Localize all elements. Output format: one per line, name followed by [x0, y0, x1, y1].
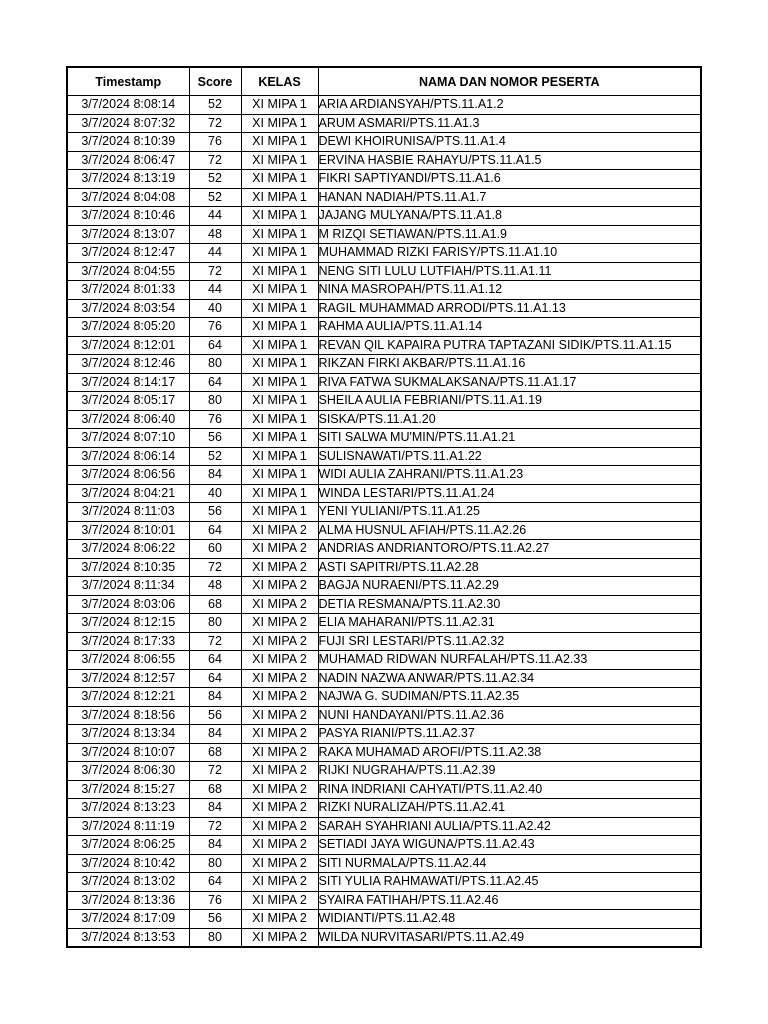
cell-kelas: XI MIPA 1 — [241, 318, 318, 337]
table-row — [67, 244, 701, 263]
cell-timestamp: 3/7/2024 8:15:27 — [67, 780, 189, 799]
cell-nama-peserta: SARAH SYAHRIANI AULIA/PTS.11.A2.42 — [318, 817, 701, 836]
table-row — [67, 614, 701, 633]
cell-kelas: XI MIPA 1 — [241, 447, 318, 466]
cell-nama-peserta: SISKA/PTS.11.A1.20 — [318, 410, 701, 429]
cell-score: 64 — [189, 651, 241, 670]
cell-score: 64 — [189, 373, 241, 392]
cell-kelas: XI MIPA 1 — [241, 114, 318, 133]
cell-score: 52 — [189, 188, 241, 207]
cell-score: 84 — [189, 688, 241, 707]
cell-nama-peserta: SITI NURMALA/PTS.11.A2.44 — [318, 854, 701, 873]
cell-nama-peserta: NUNI HANDAYANI/PTS.11.A2.36 — [318, 706, 701, 725]
cell-timestamp: 3/7/2024 8:12:47 — [67, 244, 189, 263]
cell-timestamp: 3/7/2024 8:11:19 — [67, 817, 189, 836]
cell-score: 52 — [189, 96, 241, 115]
cell-score: 76 — [189, 410, 241, 429]
cell-nama-peserta: YENI YULIANI/PTS.11.A1.25 — [318, 503, 701, 522]
cell-timestamp: 3/7/2024 8:12:15 — [67, 614, 189, 633]
cell-kelas: XI MIPA 2 — [241, 577, 318, 596]
cell-nama-peserta: ASTI SAPITRI/PTS.11.A2.28 — [318, 558, 701, 577]
cell-kelas: XI MIPA 2 — [241, 762, 318, 781]
cell-score: 64 — [189, 873, 241, 892]
cell-score: 80 — [189, 355, 241, 374]
table-row — [67, 466, 701, 485]
cell-timestamp: 3/7/2024 8:18:56 — [67, 706, 189, 725]
table-row — [67, 207, 701, 226]
cell-score: 72 — [189, 762, 241, 781]
table-row — [67, 96, 701, 115]
cell-kelas: XI MIPA 1 — [241, 188, 318, 207]
cell-nama-peserta: NINA MASROPAH/PTS.11.A1.12 — [318, 281, 701, 300]
cell-nama-peserta: RIJKI NUGRAHA/PTS.11.A2.39 — [318, 762, 701, 781]
score-table — [66, 66, 702, 948]
cell-score: 76 — [189, 133, 241, 152]
cell-nama-peserta: SULISNAWATI/PTS.11.A1.22 — [318, 447, 701, 466]
table-row — [67, 447, 701, 466]
cell-kelas: XI MIPA 1 — [241, 484, 318, 503]
cell-score: 48 — [189, 577, 241, 596]
cell-timestamp: 3/7/2024 8:08:14 — [67, 96, 189, 115]
cell-score: 52 — [189, 447, 241, 466]
cell-score: 68 — [189, 595, 241, 614]
cell-timestamp: 3/7/2024 8:07:10 — [67, 429, 189, 448]
cell-timestamp: 3/7/2024 8:13:07 — [67, 225, 189, 244]
cell-timestamp: 3/7/2024 8:06:55 — [67, 651, 189, 670]
cell-kelas: XI MIPA 1 — [241, 373, 318, 392]
cell-kelas: XI MIPA 1 — [241, 336, 318, 355]
cell-timestamp: 3/7/2024 8:06:25 — [67, 836, 189, 855]
cell-nama-peserta: FUJI SRI LESTARI/PTS.11.A2.32 — [318, 632, 701, 651]
cell-kelas: XI MIPA 2 — [241, 780, 318, 799]
cell-kelas: XI MIPA 1 — [241, 503, 318, 522]
cell-timestamp: 3/7/2024 8:14:17 — [67, 373, 189, 392]
cell-timestamp: 3/7/2024 8:17:33 — [67, 632, 189, 651]
cell-score: 44 — [189, 244, 241, 263]
table-row — [67, 503, 701, 522]
cell-score: 72 — [189, 632, 241, 651]
cell-score: 52 — [189, 170, 241, 189]
cell-kelas: XI MIPA 2 — [241, 669, 318, 688]
cell-kelas: XI MIPA 2 — [241, 614, 318, 633]
cell-kelas: XI MIPA 2 — [241, 836, 318, 855]
cell-score: 80 — [189, 392, 241, 411]
table-body — [67, 96, 701, 948]
cell-score: 40 — [189, 484, 241, 503]
cell-kelas: XI MIPA 1 — [241, 262, 318, 281]
cell-kelas: XI MIPA 2 — [241, 817, 318, 836]
cell-nama-peserta: NADIN NAZWA ANWAR/PTS.11.A2.34 — [318, 669, 701, 688]
cell-score: 84 — [189, 725, 241, 744]
cell-timestamp: 3/7/2024 8:11:03 — [67, 503, 189, 522]
cell-kelas: XI MIPA 1 — [241, 133, 318, 152]
cell-timestamp: 3/7/2024 8:03:06 — [67, 595, 189, 614]
cell-kelas: XI MIPA 2 — [241, 873, 318, 892]
cell-score: 64 — [189, 336, 241, 355]
cell-timestamp: 3/7/2024 8:10:01 — [67, 521, 189, 540]
cell-timestamp: 3/7/2024 8:13:23 — [67, 799, 189, 818]
table-row — [67, 410, 701, 429]
table-row — [67, 170, 701, 189]
cell-nama-peserta: ARUM ASMARI/PTS.11.A1.3 — [318, 114, 701, 133]
cell-timestamp: 3/7/2024 8:07:32 — [67, 114, 189, 133]
cell-timestamp: 3/7/2024 8:06:14 — [67, 447, 189, 466]
table-row — [67, 891, 701, 910]
header-timestamp: Timestamp — [67, 67, 189, 96]
header-nama-dan-nomor-peserta: NAMA DAN NOMOR PESERTA — [318, 67, 701, 96]
cell-timestamp: 3/7/2024 8:12:01 — [67, 336, 189, 355]
table-row — [67, 133, 701, 152]
cell-nama-peserta: RAKA MUHAMAD AROFI/PTS.11.A2.38 — [318, 743, 701, 762]
table-header-row — [67, 67, 701, 96]
table-row — [67, 281, 701, 300]
cell-kelas: XI MIPA 2 — [241, 595, 318, 614]
cell-nama-peserta: DEWI KHOIRUNISA/PTS.11.A1.4 — [318, 133, 701, 152]
cell-nama-peserta: NENG SITI LULU LUTFIAH/PTS.11.A1.11 — [318, 262, 701, 281]
table-row — [67, 540, 701, 559]
table-row — [67, 651, 701, 670]
table-row — [67, 706, 701, 725]
table-row — [67, 299, 701, 318]
cell-score: 68 — [189, 780, 241, 799]
cell-kelas: XI MIPA 2 — [241, 688, 318, 707]
cell-nama-peserta: RINA INDRIANI CAHYATI/PTS.11.A2.40 — [318, 780, 701, 799]
cell-timestamp: 3/7/2024 8:12:46 — [67, 355, 189, 374]
cell-timestamp: 3/7/2024 8:01:33 — [67, 281, 189, 300]
table-row — [67, 743, 701, 762]
cell-score: 80 — [189, 928, 241, 947]
cell-kelas: XI MIPA 2 — [241, 854, 318, 873]
cell-kelas: XI MIPA 1 — [241, 151, 318, 170]
table-row — [67, 151, 701, 170]
cell-nama-peserta: RAGIL MUHAMMAD ARRODI/PTS.11.A1.13 — [318, 299, 701, 318]
cell-score: 68 — [189, 743, 241, 762]
cell-kelas: XI MIPA 1 — [241, 281, 318, 300]
cell-kelas: XI MIPA 2 — [241, 651, 318, 670]
cell-timestamp: 3/7/2024 8:13:36 — [67, 891, 189, 910]
cell-score: 40 — [189, 299, 241, 318]
header-kelas: KELAS — [241, 67, 318, 96]
cell-timestamp: 3/7/2024 8:10:35 — [67, 558, 189, 577]
cell-score: 80 — [189, 614, 241, 633]
cell-nama-peserta: JAJANG MULYANA/PTS.11.A1.8 — [318, 207, 701, 226]
table-row — [67, 836, 701, 855]
cell-kelas: XI MIPA 2 — [241, 910, 318, 929]
cell-kelas: XI MIPA 2 — [241, 725, 318, 744]
cell-score: 56 — [189, 910, 241, 929]
table-row — [67, 854, 701, 873]
cell-timestamp: 3/7/2024 8:10:42 — [67, 854, 189, 873]
table-row — [67, 725, 701, 744]
cell-timestamp: 3/7/2024 8:04:08 — [67, 188, 189, 207]
table-row — [67, 262, 701, 281]
cell-kelas: XI MIPA 1 — [241, 466, 318, 485]
cell-kelas: XI MIPA 1 — [241, 429, 318, 448]
table-row — [67, 632, 701, 651]
cell-nama-peserta: RIZKI NURALIZAH/PTS.11.A2.41 — [318, 799, 701, 818]
cell-score: 44 — [189, 281, 241, 300]
cell-nama-peserta: ARIA ARDIANSYAH/PTS.11.A1.2 — [318, 96, 701, 115]
cell-score: 84 — [189, 799, 241, 818]
cell-timestamp: 3/7/2024 8:13:02 — [67, 873, 189, 892]
cell-nama-peserta: ANDRIAS ANDRIANTORO/PTS.11.A2.27 — [318, 540, 701, 559]
cell-timestamp: 3/7/2024 8:05:20 — [67, 318, 189, 337]
table-row — [67, 910, 701, 929]
cell-kelas: XI MIPA 1 — [241, 96, 318, 115]
cell-kelas: XI MIPA 1 — [241, 207, 318, 226]
cell-score: 76 — [189, 891, 241, 910]
cell-nama-peserta: DETIA RESMANA/PTS.11.A2.30 — [318, 595, 701, 614]
cell-nama-peserta: SETIADI JAYA WIGUNA/PTS.11.A2.43 — [318, 836, 701, 855]
table-row — [67, 336, 701, 355]
table-row — [67, 780, 701, 799]
cell-score: 72 — [189, 151, 241, 170]
cell-score: 72 — [189, 817, 241, 836]
cell-nama-peserta: SITI SALWA MU'MIN/PTS.11.A1.21 — [318, 429, 701, 448]
cell-timestamp: 3/7/2024 8:04:55 — [67, 262, 189, 281]
cell-score: 56 — [189, 503, 241, 522]
cell-kelas: XI MIPA 2 — [241, 799, 318, 818]
table-row — [67, 577, 701, 596]
cell-timestamp: 3/7/2024 8:13:34 — [67, 725, 189, 744]
cell-kelas: XI MIPA 2 — [241, 743, 318, 762]
cell-nama-peserta: SYAIRA FATIHAH/PTS.11.A2.46 — [318, 891, 701, 910]
cell-kelas: XI MIPA 1 — [241, 355, 318, 374]
cell-nama-peserta: RIKZAN FIRKI AKBAR/PTS.11.A1.16 — [318, 355, 701, 374]
cell-nama-peserta: ERVINA HASBIE RAHAYU/PTS.11.A1.5 — [318, 151, 701, 170]
cell-score: 84 — [189, 836, 241, 855]
cell-kelas: XI MIPA 1 — [241, 170, 318, 189]
cell-nama-peserta: REVAN QIL KAPAIRA PUTRA TAPTAZANI SIDIK/PTS.11.A1.15 — [318, 336, 701, 355]
table-row — [67, 521, 701, 540]
cell-kelas: XI MIPA 1 — [241, 392, 318, 411]
cell-nama-peserta: WINDA LESTARI/PTS.11.A1.24 — [318, 484, 701, 503]
cell-timestamp: 3/7/2024 8:13:53 — [67, 928, 189, 947]
cell-score: 60 — [189, 540, 241, 559]
table-row — [67, 225, 701, 244]
table-row — [67, 318, 701, 337]
cell-nama-peserta: ELIA MAHARANI/PTS.11.A2.31 — [318, 614, 701, 633]
cell-score: 72 — [189, 558, 241, 577]
cell-kelas: XI MIPA 1 — [241, 299, 318, 318]
cell-kelas: XI MIPA 1 — [241, 244, 318, 263]
table-row — [67, 373, 701, 392]
table-row — [67, 799, 701, 818]
cell-timestamp: 3/7/2024 8:06:22 — [67, 540, 189, 559]
cell-score: 72 — [189, 114, 241, 133]
cell-timestamp: 3/7/2024 8:11:34 — [67, 577, 189, 596]
cell-kelas: XI MIPA 1 — [241, 225, 318, 244]
cell-score: 72 — [189, 262, 241, 281]
cell-score: 64 — [189, 521, 241, 540]
table-row — [67, 114, 701, 133]
cell-score: 48 — [189, 225, 241, 244]
cell-kelas: XI MIPA 2 — [241, 632, 318, 651]
cell-kelas: XI MIPA 1 — [241, 410, 318, 429]
cell-nama-peserta: RIVA FATWA SUKMALAKSANA/PTS.11.A1.17 — [318, 373, 701, 392]
cell-nama-peserta: RAHMA AULIA/PTS.11.A1.14 — [318, 318, 701, 337]
table-row — [67, 558, 701, 577]
cell-nama-peserta: ALMA HUSNUL AFIAH/PTS.11.A2.26 — [318, 521, 701, 540]
cell-nama-peserta: WILDA NURVITASARI/PTS.11.A2.49 — [318, 928, 701, 947]
cell-kelas: XI MIPA 2 — [241, 706, 318, 725]
cell-timestamp: 3/7/2024 8:06:40 — [67, 410, 189, 429]
cell-timestamp: 3/7/2024 8:17:09 — [67, 910, 189, 929]
cell-timestamp: 3/7/2024 8:06:30 — [67, 762, 189, 781]
cell-nama-peserta: BAGJA NURAENI/PTS.11.A2.29 — [318, 577, 701, 596]
table-row — [67, 688, 701, 707]
table-row — [67, 392, 701, 411]
cell-kelas: XI MIPA 2 — [241, 891, 318, 910]
cell-nama-peserta: SHEILA AULIA FEBRIANI/PTS.11.A1.19 — [318, 392, 701, 411]
table-row — [67, 669, 701, 688]
cell-timestamp: 3/7/2024 8:06:47 — [67, 151, 189, 170]
table-row — [67, 484, 701, 503]
cell-score: 56 — [189, 706, 241, 725]
table-row — [67, 429, 701, 448]
cell-timestamp: 3/7/2024 8:05:17 — [67, 392, 189, 411]
cell-nama-peserta: WIDIANTI/PTS.11.A2.48 — [318, 910, 701, 929]
cell-nama-peserta: NAJWA G. SUDIMAN/PTS.11.A2.35 — [318, 688, 701, 707]
cell-timestamp: 3/7/2024 8:04:21 — [67, 484, 189, 503]
cell-nama-peserta: MUHAMMAD RIZKI FARISY/PTS.11.A1.10 — [318, 244, 701, 263]
cell-nama-peserta: WIDI AULIA ZAHRANI/PTS.11.A1.23 — [318, 466, 701, 485]
cell-kelas: XI MIPA 2 — [241, 521, 318, 540]
table-row — [67, 817, 701, 836]
cell-nama-peserta: HANAN NADIAH/PTS.11.A1.7 — [318, 188, 701, 207]
cell-nama-peserta: M RIZQI SETIAWAN/PTS.11.A1.9 — [318, 225, 701, 244]
cell-score: 64 — [189, 669, 241, 688]
cell-timestamp: 3/7/2024 8:03:54 — [67, 299, 189, 318]
cell-timestamp: 3/7/2024 8:10:07 — [67, 743, 189, 762]
cell-timestamp: 3/7/2024 8:12:57 — [67, 669, 189, 688]
table-row — [67, 595, 701, 614]
cell-timestamp: 3/7/2024 8:06:56 — [67, 466, 189, 485]
cell-nama-peserta: MUHAMAD RIDWAN NURFALAH/PTS.11.A2.33 — [318, 651, 701, 670]
cell-timestamp: 3/7/2024 8:10:46 — [67, 207, 189, 226]
table-row — [67, 355, 701, 374]
table-row — [67, 873, 701, 892]
cell-timestamp: 3/7/2024 8:10:39 — [67, 133, 189, 152]
cell-score: 76 — [189, 318, 241, 337]
cell-timestamp: 3/7/2024 8:12:21 — [67, 688, 189, 707]
cell-score: 84 — [189, 466, 241, 485]
cell-timestamp: 3/7/2024 8:13:19 — [67, 170, 189, 189]
cell-score: 44 — [189, 207, 241, 226]
cell-kelas: XI MIPA 2 — [241, 928, 318, 947]
table-row — [67, 762, 701, 781]
cell-score: 56 — [189, 429, 241, 448]
cell-kelas: XI MIPA 2 — [241, 558, 318, 577]
cell-nama-peserta: FIKRI SAPTIYANDI/PTS.11.A1.6 — [318, 170, 701, 189]
cell-kelas: XI MIPA 2 — [241, 540, 318, 559]
cell-score: 80 — [189, 854, 241, 873]
table-row — [67, 188, 701, 207]
cell-nama-peserta: PASYA RIANI/PTS.11.A2.37 — [318, 725, 701, 744]
cell-nama-peserta: SITI YULIA RAHMAWATI/PTS.11.A2.45 — [318, 873, 701, 892]
header-score: Score — [189, 67, 241, 96]
table-row — [67, 928, 701, 947]
